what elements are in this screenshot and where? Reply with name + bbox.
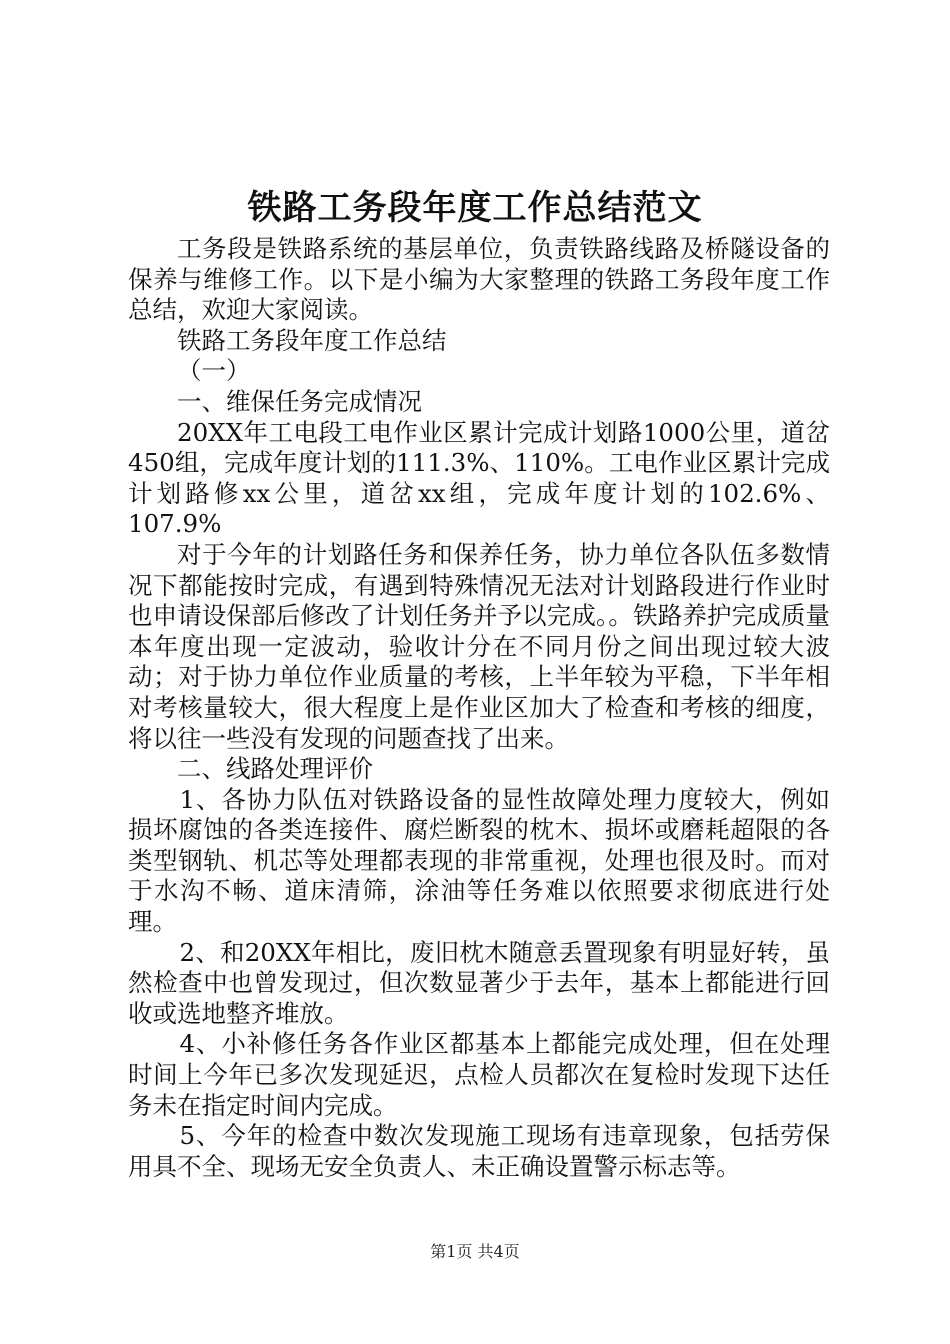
maintenance-quality-paragraph: 对于今年的计划路任务和保养任务，协力单位各队伍多数情况下都能按时完成，有遇到特殊情况无法对计划路段进行作业时也申请设保部后修改了计划任务并予以完成。。铁路养护完成质量本年度出现一定波动，验收计分在不同月份之间出现过较大波动；对于协力单位作业质量的考核，上半年较为平稳，下半年相对考核量较大，很大程度上是作业区加大了检查和考核的细度，将以往一些没有发现的问题查找了出来。 [128,539,830,753]
evaluation-item-1: 1、各协力队伍对铁路设备的显性故障处理力度较大，例如损坏腐蚀的各类连接件、腐烂断裂的枕木、损坏或磨耗超限的各类型钢轨、机芯等处理都表现的非常重视，处理也很及时。而对于水沟不畅、道床清筛，涂油等任务难以依照要求彻底进行处理。 [128,784,830,937]
page-footer: 第1页 共4页 [430,1242,520,1261]
section-heading-evaluation: 二、线路处理评价 [177,754,373,784]
evaluation-item-5: 5、今年的检查中数次发现施工现场有违章现象，包括劳保用具不全、现场无安全负责人、未正确设置警示标志等。 [128,1121,830,1181]
evaluation-item-4: 4、小补修任务各作业区都基本上都能完成处理，但在处理时间上今年已多次发现延迟，点检人员都次在复检时发现下达任务未在指定时间内完成。 [128,1029,830,1120]
summary-heading: 铁路工务段年度工作总结 [177,325,447,355]
evaluation-item-2: 2、和20XX年相比，废旧枕木随意丢置现象有明显好转，虽然检查中也曾发现过，但次数显著少于去年，基本上都能进行回收或选地整齐堆放。 [128,937,830,1028]
intro-paragraph: 工务段是铁路系统的基层单位，负责铁路线路及桥隧设备的保养与维修工作。以下是小编为大家整理的铁路工务段年度工作总结，欢迎大家阅读。 [128,234,830,325]
maintenance-stats-paragraph: 20XX年工电段工电作业区累计完成计划路1000公里，道岔450组，完成年度计划的111.3%、110%。工电作业区累计完成计划路修xx公里，道岔xx组，完成年度计划的102.6%、107.9% [128,417,830,539]
section-heading-maintenance: 一、维保任务完成情况 [177,386,422,416]
document-title: 铁路工务段年度工作总结范文 [247,188,703,228]
section-number: （一） [177,356,251,386]
document-body [128,234,830,1182]
